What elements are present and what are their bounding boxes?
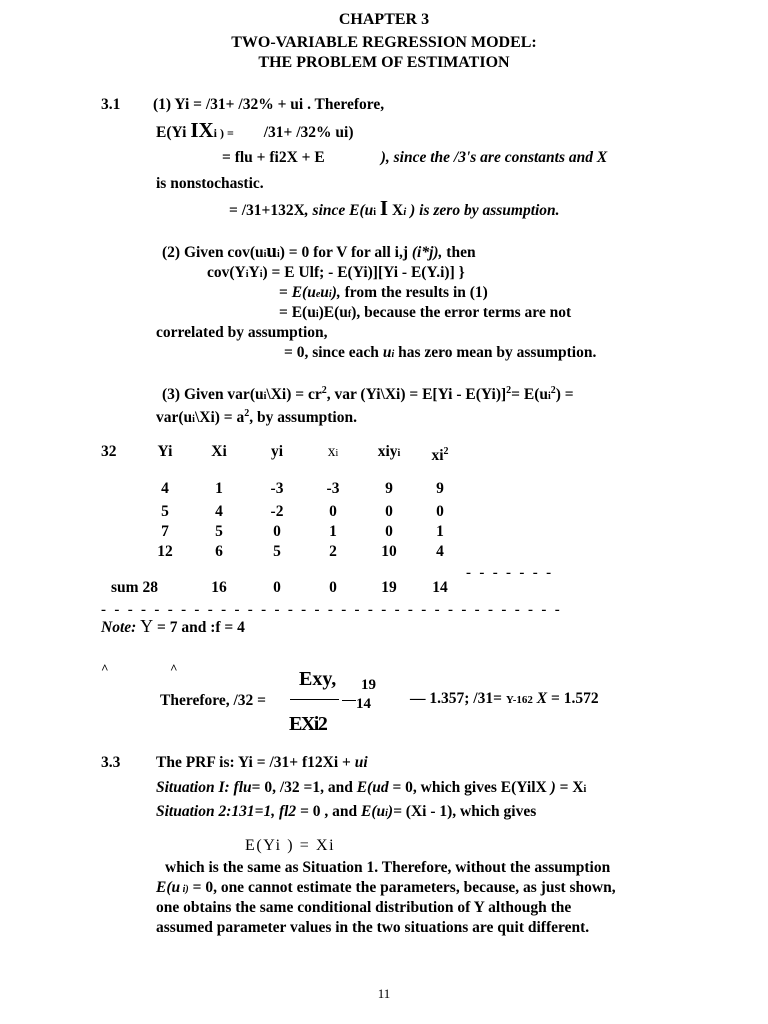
table-cell: 9 bbox=[385, 480, 393, 497]
result-line: — 1.357; /31= Y-162 X = 1.572 bbox=[410, 690, 599, 707]
fraction-numerator: Exy, bbox=[299, 668, 337, 690]
table-cell: 5 bbox=[215, 523, 223, 540]
therefore-label: Therefore, /32 = bbox=[160, 692, 266, 709]
table-header-yi: Yi bbox=[157, 443, 173, 460]
chapter-label: CHAPTER 3 bbox=[338, 11, 430, 28]
s33-equation: E(Yi ) = Xi bbox=[245, 837, 336, 854]
table-sum-cell: 19 bbox=[381, 579, 397, 596]
table-cell: 5 bbox=[161, 503, 169, 520]
s31-line-13: var(ui\Xi) = $a^2$, by assumption. bbox=[156, 408, 357, 427]
table-cell: 4 bbox=[215, 503, 223, 520]
table-header-small-xi: xi bbox=[327, 443, 339, 460]
table-header-xi: Xi bbox=[211, 443, 227, 460]
small-denominator: 14 bbox=[356, 696, 371, 712]
problem-number-3-3: 3.3 bbox=[101, 754, 121, 771]
table-cell: -3 bbox=[326, 480, 340, 497]
problem-number-3-1: 3.1 bbox=[101, 96, 121, 113]
table-cell: 0 bbox=[329, 503, 337, 520]
page-number: 11 bbox=[377, 986, 391, 1001]
s31-line-7: cov(YiYi) = E Ulf; - E(Yi)][Yi - E(Y.i)] } bbox=[207, 264, 465, 281]
table-cell: 12 bbox=[157, 543, 173, 560]
table-cell: -3 bbox=[270, 480, 284, 497]
s31-line-10: correlated by assumption, bbox=[156, 324, 328, 341]
problem-number-3-2: 32 bbox=[101, 443, 117, 460]
chapter-title-line-1: TWO-VARIABLE REGRESSION MODEL: bbox=[231, 34, 537, 51]
table-sum-cell: 0 bbox=[273, 579, 281, 596]
s33-line-2: Situation I: flu= 0, /32 =1, and E(ud = 0, which gives E(YilX ) = Xi bbox=[156, 779, 587, 796]
s31-line-1: (1) Yi = /31+ /32% + ui . Therefore, bbox=[153, 96, 385, 113]
table-cell: 1 bbox=[436, 523, 444, 540]
table-sum-cell: 16 bbox=[211, 579, 227, 596]
table-cell: 10 bbox=[381, 543, 397, 560]
s31-line-6: (2) Given cov(uiui) = 0 for V for all i,j (i*j), then bbox=[162, 241, 476, 262]
s33-line-6: E(u i) = 0, one cannot estimate the parameters, because, as just shown, bbox=[156, 879, 616, 896]
table-cell: 2 bbox=[329, 543, 337, 560]
s33-line-1: The PRF is: Yi = /31+ f12Xi + ui bbox=[156, 754, 368, 771]
fraction-denominator: EXi2 bbox=[289, 713, 327, 735]
s31-line-9: = E(ui)E(uf), because the error terms are not bbox=[279, 304, 572, 321]
table-header-xi2: $xi^2$ bbox=[431, 446, 449, 465]
table-cell: 0 bbox=[385, 503, 393, 520]
table-cell: 1 bbox=[329, 523, 337, 540]
table-sum-label: sum 28 bbox=[111, 579, 158, 596]
table-cell: 0 bbox=[436, 503, 444, 520]
long-dashed-rule: - - - - - - - - - - - - - - - - - - - - - - - - - - - - - - - - - - - bbox=[101, 602, 563, 618]
table-cell: -2 bbox=[270, 503, 284, 520]
chapter-title-line-2: THE PROBLEM OF ESTIMATION bbox=[258, 54, 510, 71]
note-line: Note: Y = 7 and :f = 4 bbox=[101, 616, 245, 636]
short-dashed-rule: - - - - - - - bbox=[466, 565, 554, 581]
table-cell: 5 bbox=[273, 543, 281, 560]
table-cell: 0 bbox=[385, 523, 393, 540]
s33-line-5: which is the same as Situation 1. Therefore, without the assumption bbox=[165, 859, 611, 876]
s33-line-8: assumed parameter values in the two situations are quit different. bbox=[156, 919, 590, 936]
caret-2: ^ bbox=[170, 661, 178, 676]
table-cell: 1 bbox=[215, 480, 223, 497]
s33-line-3: Situation 2:131=1, fl2 = 0 , and E(ui)= (Xi - 1), which gives bbox=[156, 803, 537, 820]
small-numerator: 19 bbox=[361, 677, 376, 693]
table-cell: 7 bbox=[161, 523, 169, 540]
s31-line-8: = E(ueui), from the results in (1) bbox=[279, 284, 488, 301]
s31-line-12: (3) Given var(ui\Xi) = $cr^2$, var (Yi\Xi) = $E[Yi - E(Yi)]^2= E(ui^2)$ = bbox=[162, 385, 574, 404]
s31-line-5: = /31+132X, since E(ui I Xi ) is zero by assumption. bbox=[229, 196, 560, 220]
caret-1: ^ bbox=[101, 661, 109, 676]
table-sum-cell: 0 bbox=[329, 579, 337, 596]
table-header-xiyi: xiyi bbox=[377, 443, 401, 460]
table-header-small-yi: yi bbox=[270, 443, 284, 460]
s31-line-2: E(Yi IXi ) = /31+ /32% ui) bbox=[156, 118, 354, 142]
small-fraction-bar bbox=[342, 700, 356, 701]
fraction-bar bbox=[290, 699, 339, 700]
s33-line-7: one obtains the same conditional distribution of Y although the bbox=[156, 899, 572, 916]
table-cell: 9 bbox=[436, 480, 444, 497]
s31-line-11: = 0, since each ui has zero mean by assumption. bbox=[284, 344, 597, 361]
table-cell: 0 bbox=[273, 523, 281, 540]
table-sum-cell: 14 bbox=[432, 579, 448, 596]
s31-line-4: is nonstochastic. bbox=[156, 175, 264, 192]
s31-line-3: = flu + fi2X + E ), since the /3's are constants and X bbox=[222, 149, 608, 166]
table-cell: 4 bbox=[161, 480, 169, 497]
table-cell: 6 bbox=[215, 543, 223, 560]
table-cell: 4 bbox=[436, 543, 444, 560]
